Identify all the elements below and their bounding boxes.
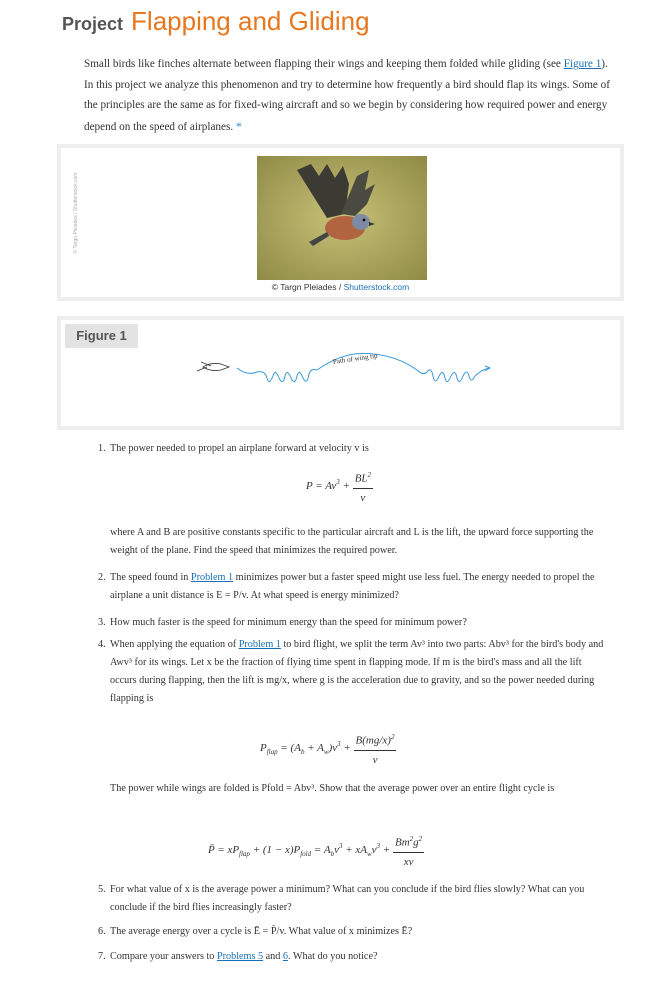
photo-figure (57, 144, 624, 301)
path-label: Path of wing tip (332, 351, 379, 366)
problem-number: 5. (98, 884, 106, 895)
problem-text: The speed found in (110, 572, 191, 583)
problem-text: The power needed to propel an airplane forward at velocity v is (110, 443, 369, 454)
problem-text: Compare your answers to (110, 951, 217, 962)
page-title (62, 6, 370, 37)
problem-text: to bird flight, we split the term Av³ into two parts: Abv³ for the bird's body and Awv³ for its wings. Let x be the fraction of flying time spent in flapping mode. If m is the bird's mass and all the lift occurs during flapping, then the lift is mg/x, where g is the acceleration due to gravity, and so the power needed during flapping is (110, 639, 604, 704)
eq2-mid: = (A (277, 741, 301, 754)
eq3-lhs: P̄ = xP (208, 843, 240, 856)
equation-flap-power: $P_{flap} = (A_b + A_w)v^3$ + $\frac{B(mg/x)^2}{v}$ (260, 728, 396, 769)
title-name: Flapping and Gliding (131, 6, 370, 36)
problem-number: 2. (98, 572, 106, 583)
figure-label: Figure 1 (65, 324, 138, 348)
eq2-denominator: v (372, 753, 378, 766)
small-bird-icon (197, 362, 229, 371)
problem-text: The average energy over a cycle is Ē = P̄/v. What value of x minimizes Ē? (110, 926, 413, 937)
equation-average-power: P̄ = $xP_{flap} + (1 - x)P_{fold} = A_bv^3 + xA_wv^3$ + $\frac{Bm^2g^2}{xv}$ (208, 830, 424, 871)
problem-1-link[interactable]: Problem 1 (190, 572, 234, 583)
problem-number: 6. (98, 926, 106, 937)
equation-power: $P = Av^3$ + $\frac{BL^2}{v}$ (306, 466, 373, 507)
problem-text: The power while wings are folded is Pfold = Abv³. Show that the average power over an entire flight cycle is (110, 783, 555, 794)
problem-6-link[interactable]: 6 (282, 951, 288, 962)
problem-text: When applying the equation of (110, 639, 239, 650)
eq1-denominator: v (360, 491, 366, 504)
problem-text: minimizes power but a faster speed might use less fuel. The energy needed to propel the airplane a unit distance is E = P/v. At what speed is energy minimized? (110, 572, 595, 601)
figure-1-link[interactable]: Figure 1 (563, 58, 602, 70)
problem-text: . What do you notice? (288, 951, 378, 962)
intro-text-2: ). In this project we analyze this phenomenon and try to determine how frequently a bird should flap its wings. Some of the principles are the same as for fixed-wing aircraft and so we begin by considering how required power and energy depend on the speed of airplanes. (84, 58, 611, 133)
eq1-lhs: P = Av (306, 479, 337, 492)
problem-text: For what value of x is the average power a minimum? What can you conclude if the bird flies slowly? What can you conclude if the bird flies increasingly faster? (110, 884, 585, 913)
photo-credit (61, 282, 620, 292)
problem-text: where A and B are positive constants specific to the particular aircraft and L is the lift, the upward force supporting the weight of the plane. Find the speed that minimizes the required power. (110, 527, 594, 556)
problems-5-link[interactable]: Problems 5 (216, 951, 264, 962)
finch-photo (257, 156, 427, 280)
wing-tip-path-diagram (61, 320, 620, 426)
title-prefix: Project (62, 14, 124, 34)
credit-text: © Targn Pleiades / (271, 282, 344, 292)
problem-number: 4. (98, 639, 106, 650)
problem-1-link-2[interactable]: Problem 1 (238, 639, 281, 650)
eq2-lhs: P (260, 741, 267, 754)
problem-number: 1. (98, 443, 106, 454)
problem-number: 7. (98, 951, 106, 962)
intro-text-1: Small birds like finches alternate between flapping their wings and keeping them folded while gliding (see (84, 58, 564, 70)
figure-1-diagram (57, 316, 624, 430)
intro-paragraph (84, 54, 614, 137)
eq3-numerator: Bm (394, 836, 410, 849)
problem-number: 3. (98, 617, 106, 628)
eq1-numerator: BL (354, 472, 368, 485)
eq3-denominator: xv (403, 855, 414, 868)
problem-text: and (263, 951, 283, 962)
shutterstock-link[interactable]: Shutterstock.com (343, 282, 410, 292)
star-icon[interactable]: * (235, 118, 242, 133)
photo-side-credit: © Targn Pleiades / Shutterstock.com (73, 172, 79, 254)
eq2-numerator: B(mg/x) (355, 734, 391, 747)
problem-text: How much faster is the speed for minimum energy than the speed for minimum power? (110, 617, 467, 628)
